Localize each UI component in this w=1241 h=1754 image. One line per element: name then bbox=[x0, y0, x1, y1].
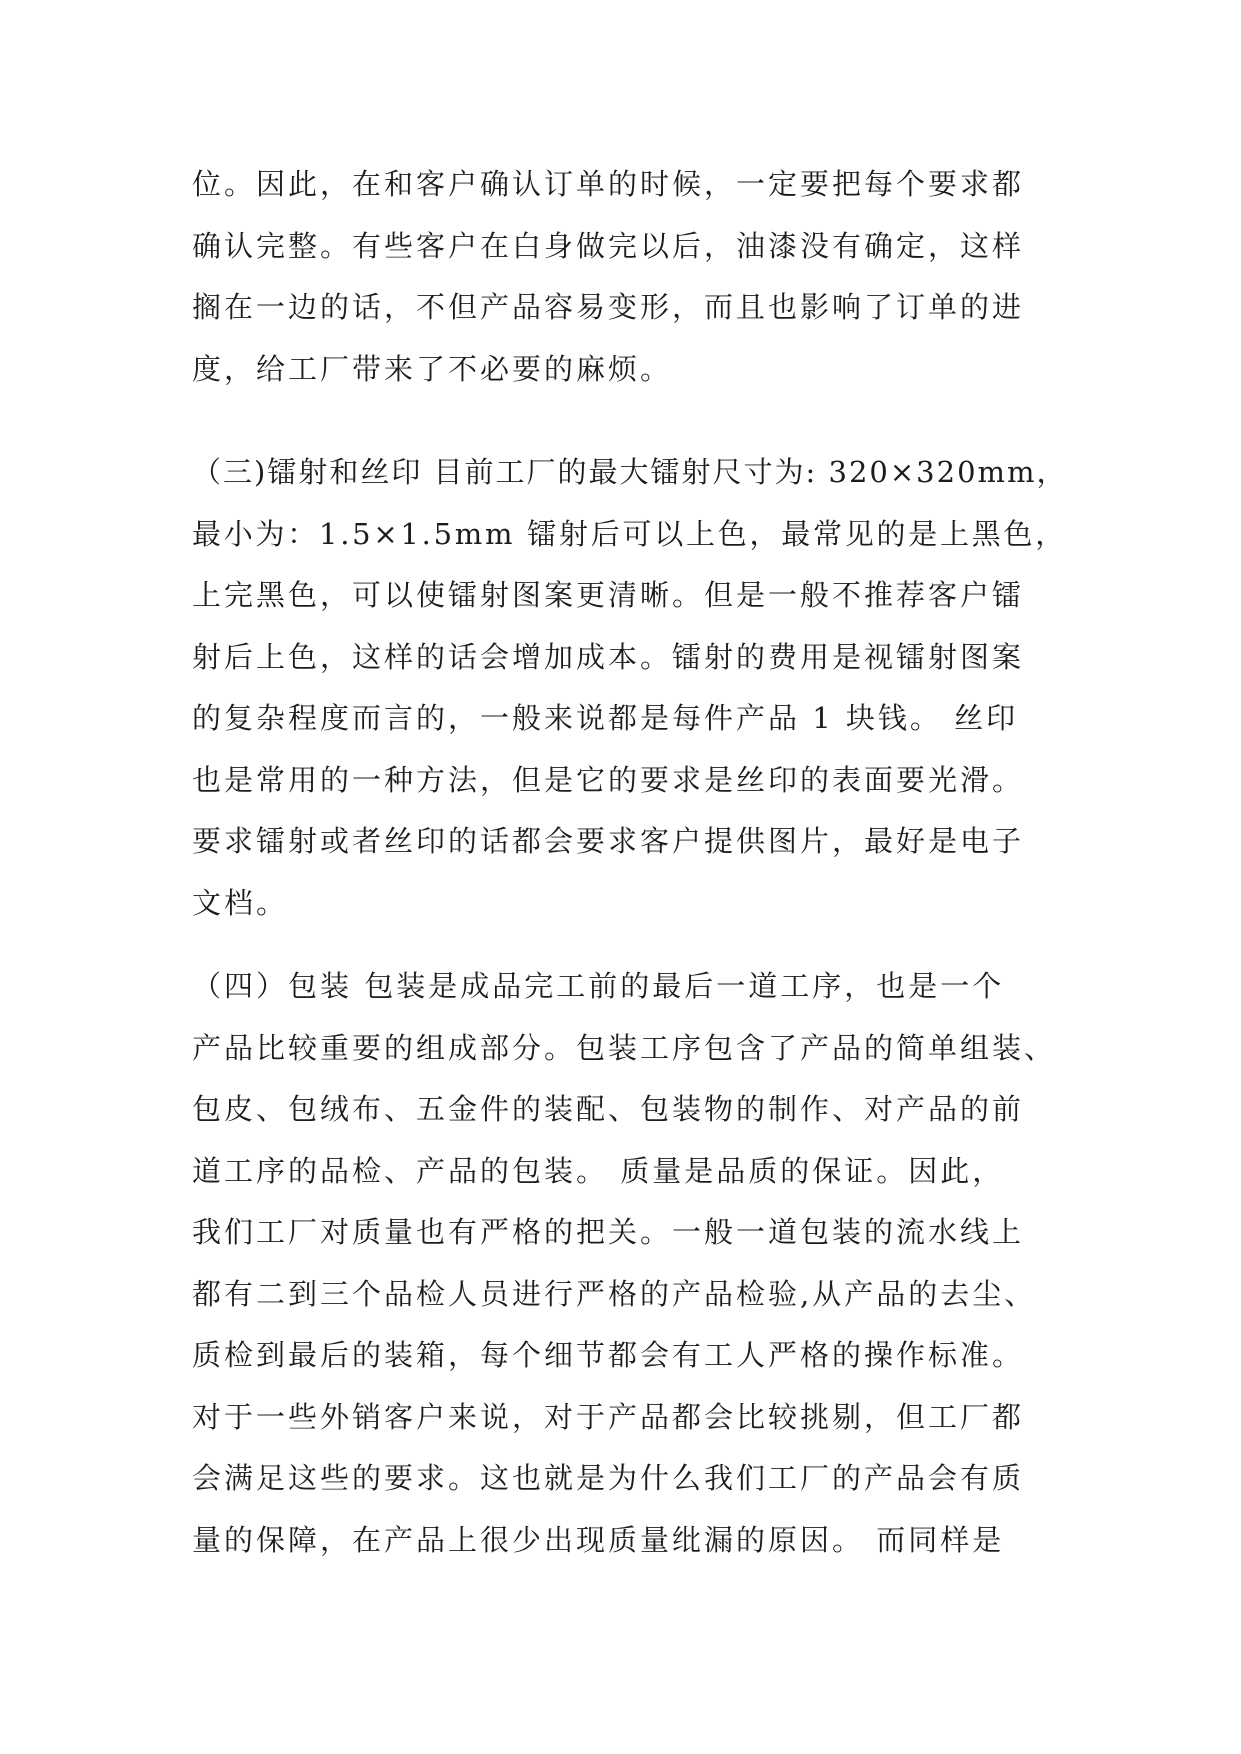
text-line: 对于一些外销客户来说，对于产品都会比较挑剔，但工厂都 bbox=[192, 1399, 1025, 1434]
paragraph-laser-and-silkscreen bbox=[192, 442, 1072, 934]
text-line: 质检到最后的装箱，每个细节都会有工人严格的操作标准。 bbox=[192, 1338, 1025, 1372]
text-line: 位。因此，在和客户确认订单的时候，一定要把每个要求都 bbox=[192, 167, 1025, 201]
text-line: 会满足这些的要求。这也就是为什么我们工厂的产品会有质 bbox=[192, 1461, 1025, 1495]
paragraph-packaging bbox=[192, 956, 1072, 1571]
text-line: 最小为：1.5×1.5mm 镭射后可以上色，最常见的是上黑色， bbox=[192, 516, 1068, 551]
text-line: 度，给工厂带来了不必要的麻烦。 bbox=[192, 351, 673, 386]
text-line: 产品比较重要的组成部分。包装工序包含了产品的简单组装、 bbox=[192, 1030, 1057, 1065]
text-line: 确认完整。有些客户在白身做完以后，油漆没有确定，这样 bbox=[192, 228, 1025, 263]
text-line: （四）包装 包装是成品完工前的最后一道工序，也是一个 bbox=[192, 969, 1005, 1003]
text-line: 文档。 bbox=[192, 885, 289, 920]
text-line: 包皮、包绒布、五金件的装配、包装物的制作、对产品的前 bbox=[192, 1092, 1025, 1126]
text-line: 的复杂程度而言的，一般来说都是每件产品 1 块钱。 丝印 bbox=[192, 701, 1019, 735]
text-line: 量的保障，在产品上很少出现质量纰漏的原因。 而同样是 bbox=[192, 1522, 1005, 1557]
text-line: 都有二到三个品检人员进行严格的产品检验,从产品的去尘、 bbox=[192, 1276, 1037, 1311]
paragraph-order-confirmation bbox=[192, 154, 1072, 400]
text-line: 要求镭射或者丝印的话都会要求客户提供图片，最好是电子 bbox=[192, 824, 1025, 858]
text-line: 也是常用的一种方法，但是它的要求是丝印的表面要光滑。 bbox=[192, 762, 1025, 797]
text-line: 射后上色，这样的话会增加成本。镭射的费用是视镭射图案 bbox=[192, 639, 1025, 674]
text-line: （三)镭射和丝印 目前工厂的最大镭射尺寸为: 320×320mm， bbox=[192, 455, 1068, 489]
text-line: 上完黑色，可以使镭射图案更清晰。但是一般不推荐客户镭 bbox=[192, 578, 1025, 612]
text-line: 我们工厂对质量也有严格的把关。一般一道包装的流水线上 bbox=[192, 1215, 1025, 1249]
text-line: 搁在一边的话，不但产品容易变形，而且也影响了订单的进 bbox=[192, 290, 1025, 324]
text-line: 道工序的品检、产品的包装。 质量是品质的保证。因此， bbox=[192, 1153, 1005, 1188]
